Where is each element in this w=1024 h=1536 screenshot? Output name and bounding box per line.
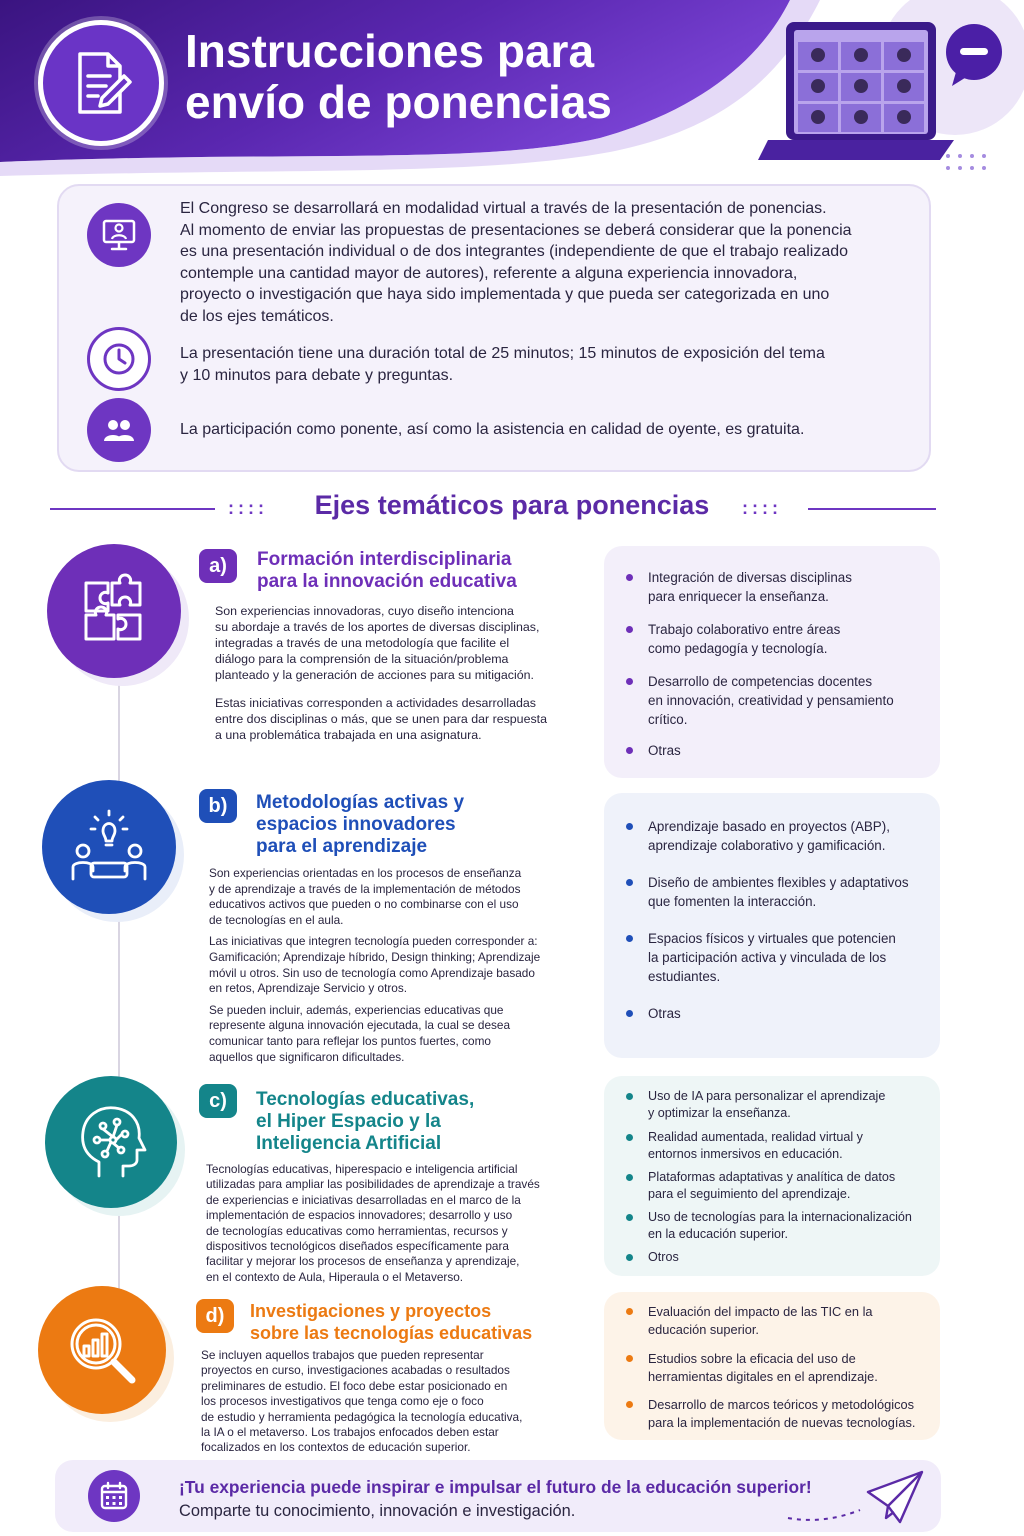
timeline-connector bbox=[118, 660, 120, 790]
intro-line: es una presentación individual o de dos integrantes (independiente de que el trabajo realizado bbox=[180, 243, 849, 260]
desc-line: Son experiencias orientadas en los procesos de enseñanza bbox=[209, 866, 522, 880]
bullet-item bbox=[626, 1303, 926, 1338]
bullet-line: Estudios sobre la eficacia del uso de bbox=[648, 1351, 856, 1366]
desc-line: implementación de espacios innovadores; desarrollo y uso bbox=[206, 1208, 513, 1223]
bullet-item bbox=[626, 873, 926, 911]
intro-line: proyecto o investigación que haya sido implementada y que pueda ser categorizada en uno bbox=[180, 286, 830, 303]
desc-line: los procesos investigativos que tenga como eje o foco bbox=[201, 1394, 484, 1409]
bullet-dot bbox=[626, 1254, 633, 1261]
intro-line: La participación como ponente, así como la asistencia en calidad de oyente, es gratuita. bbox=[180, 421, 805, 438]
timeline-connector bbox=[118, 905, 120, 1080]
bullet-line: Otras bbox=[648, 743, 681, 758]
bullet-item bbox=[626, 1209, 926, 1243]
puzzle-icon bbox=[74, 571, 154, 651]
bullet-line: Desarrollo de competencias docentes bbox=[648, 674, 873, 689]
axis-title-line: el Hiper Espacio y la bbox=[256, 1111, 441, 1132]
bullet-line: en innovación, creatividad y pensamiento bbox=[648, 693, 894, 708]
bullet-dot bbox=[626, 1093, 633, 1100]
bullet-dot bbox=[626, 678, 633, 685]
bullet-dot bbox=[626, 626, 633, 633]
desc-line: comunicar tanto para reflejar los puntos fuertes, como bbox=[209, 1033, 491, 1048]
axis-c-badge: c) bbox=[199, 1084, 237, 1118]
bullet-item bbox=[626, 1249, 926, 1266]
axis-d-badge: d) bbox=[196, 1299, 234, 1333]
bullet-line: Otras bbox=[648, 1006, 681, 1021]
axis-title-line: para la innovación educativa bbox=[257, 571, 517, 592]
bullet-line: Plataformas adaptativas y analítica de datos bbox=[648, 1170, 896, 1184]
bullet-dot bbox=[626, 1214, 633, 1221]
axis-b-description bbox=[209, 866, 589, 1065]
bullet-line: y optimizar la enseñanza. bbox=[648, 1106, 791, 1120]
bullet-line: Uso de tecnologías para la internacionalización bbox=[648, 1210, 912, 1224]
bullet-line: Evaluación del impacto de las TIC en la bbox=[648, 1304, 873, 1319]
header-document-icon bbox=[38, 20, 164, 146]
bullet-item bbox=[626, 1004, 926, 1023]
footer-banner bbox=[55, 1460, 941, 1532]
bullet-line: aprendizaje colaborativo y gamificación. bbox=[648, 838, 886, 853]
bullet-item bbox=[626, 672, 926, 729]
bullet-dot bbox=[626, 823, 633, 830]
calendar-icon bbox=[88, 1470, 140, 1522]
intro-paragraph-virtual bbox=[180, 198, 890, 327]
dots-decoration-left: :::: bbox=[228, 498, 268, 518]
bullet-item bbox=[626, 620, 926, 658]
axis-paragraph bbox=[209, 934, 589, 996]
section-divider-right bbox=[808, 508, 936, 510]
bullet-item bbox=[626, 568, 926, 606]
axis-title-line: sobre las tecnologías educativas bbox=[250, 1323, 533, 1343]
axis-b-circle bbox=[42, 780, 176, 914]
bullet-line: como pedagogía y tecnología. bbox=[648, 641, 828, 656]
bullet-item bbox=[626, 1088, 926, 1122]
bullet-line: Desarrollo de marcos teóricos y metodológicos bbox=[648, 1397, 915, 1412]
desc-line: de tecnologías en el aula. bbox=[209, 912, 344, 927]
axis-d-bullets bbox=[604, 1292, 940, 1440]
page-title-line-2: envío de ponencias bbox=[185, 76, 612, 128]
axis-a-circle bbox=[47, 544, 181, 678]
desc-line: a una problemática trabajada en una asignatura. bbox=[215, 728, 482, 742]
bullet-line: Uso de IA para personalizar el aprendizaje bbox=[648, 1089, 886, 1103]
desc-line: de tecnologías educativas como herramientas, recursos y bbox=[206, 1223, 508, 1238]
bullet-item bbox=[626, 817, 926, 855]
bullet-dot bbox=[626, 879, 633, 886]
collaboration-lightbulb-icon bbox=[67, 805, 151, 889]
bullet-dot bbox=[626, 1174, 633, 1181]
axis-c-title bbox=[256, 1089, 474, 1155]
axis-title-line: para el aprendizaje bbox=[256, 836, 428, 857]
bullet-line: para la implementación de nuevas tecnologías. bbox=[648, 1414, 916, 1430]
axis-c-description bbox=[206, 1162, 591, 1285]
bullet-line: en la educación superior. bbox=[648, 1227, 789, 1241]
axis-b-badge: b) bbox=[199, 789, 237, 823]
bullet-dot bbox=[626, 1401, 633, 1408]
desc-line: represente alguna innovación ejecutada, la cual se desea bbox=[209, 1018, 511, 1033]
axis-title-line: Formación interdisciplinaria bbox=[257, 549, 512, 570]
bullet-dot bbox=[626, 1308, 633, 1315]
magnifier-chart-icon bbox=[62, 1310, 142, 1390]
axis-a-description bbox=[215, 603, 590, 755]
axis-paragraph bbox=[206, 1162, 591, 1285]
axis-c-bullets bbox=[604, 1076, 940, 1276]
desc-line: integradas a través de una metodología que facilite el bbox=[215, 636, 510, 650]
page-title-line-1: Instrucciones para bbox=[185, 25, 595, 77]
bullet-dot bbox=[626, 1355, 633, 1362]
desc-line: Estas iniciativas corresponden a actividades desarrolladas bbox=[215, 696, 536, 710]
desc-line: Se incluyen aquellos trabajos que pueden representar bbox=[201, 1348, 484, 1362]
axis-d-description bbox=[201, 1348, 591, 1456]
axis-d-title bbox=[250, 1300, 532, 1344]
axis-c-circle bbox=[45, 1076, 177, 1208]
bullet-item bbox=[626, 1396, 926, 1431]
bullet-line: Trabajo colaborativo entre áreas bbox=[648, 622, 841, 637]
desc-line: en retos, Aprendizaje Servicio y otros. bbox=[209, 981, 408, 996]
bullet-line: Realidad aumentada, realidad virtual y bbox=[648, 1130, 863, 1144]
bullet-item bbox=[626, 1350, 926, 1385]
people-icon bbox=[87, 398, 151, 462]
axis-paragraph bbox=[215, 603, 590, 683]
footer-subline: Comparte tu conocimiento, innovación e investigación. bbox=[179, 1502, 576, 1520]
intro-paragraph-duration bbox=[180, 343, 890, 386]
bullet-line: que fomenten la interacción. bbox=[648, 894, 817, 909]
section-divider-left bbox=[50, 508, 215, 510]
bullet-line: estudiantes. bbox=[648, 969, 721, 984]
bullet-dot bbox=[626, 574, 633, 581]
desc-line: focalizados en los contextos de educación superior. bbox=[201, 1440, 471, 1455]
axis-title-line: Metodologías activas y bbox=[256, 792, 465, 813]
axis-title-line: Inteligencia Artificial bbox=[256, 1133, 442, 1154]
desc-line: aquellos que significaron dificultades. bbox=[209, 1049, 405, 1064]
bullet-line: para el seguimiento del aprendizaje. bbox=[648, 1187, 851, 1201]
bullet-dot bbox=[626, 935, 633, 942]
intro-line: Al momento de enviar las propuestas de presentaciones se deberá considerar que la ponencia bbox=[180, 221, 852, 239]
paper-plane-icon bbox=[780, 1462, 930, 1530]
desc-line: proyectos en curso, investigaciones acabadas o resultados bbox=[201, 1363, 510, 1378]
bullet-line: herramientas digitales en el aprendizaje. bbox=[648, 1368, 878, 1384]
bullet-dot bbox=[626, 1134, 633, 1141]
clock-icon bbox=[87, 327, 151, 391]
axis-a-bullets bbox=[604, 546, 940, 778]
bullet-line: la participación activa y vinculada de los bbox=[648, 950, 887, 965]
desc-line: y de aprendizaje a través de la implementación de métodos bbox=[209, 881, 521, 896]
section-title: Ejes temáticos para ponencias bbox=[314, 490, 710, 520]
desc-line: en el contexto de Aula, Hiperaula o el Metaverso. bbox=[206, 1269, 464, 1284]
footer-headline: ¡Tu experiencia puede inspirar e impulsar el futuro de la educación superior! bbox=[179, 1477, 812, 1497]
desc-line: de estudio y herramienta pedagógica la tecnología educativa, bbox=[201, 1409, 523, 1424]
desc-line: entre dos disciplinas o más, que se unen para dar respuesta bbox=[215, 712, 547, 726]
axis-title-line: Investigaciones y proyectos bbox=[250, 1301, 492, 1321]
bullet-line: educación superior. bbox=[648, 1321, 759, 1337]
desc-line: su abordaje a través de los aportes de diversas disciplinas, bbox=[215, 620, 540, 634]
desc-line: Gamificación; Aprendizaje híbrido, Design thinking; Aprendizaje bbox=[209, 949, 541, 964]
bullet-line: Diseño de ambientes flexibles y adaptativos bbox=[648, 875, 909, 890]
desc-line: planteado y la generación de acciones para su mitigación. bbox=[215, 668, 534, 682]
axis-b-title bbox=[256, 792, 464, 858]
desc-line: Son experiencias innovadoras, cuyo diseño intenciona bbox=[215, 604, 514, 618]
bullet-line: Aprendizaje basado en proyectos (ABP), bbox=[648, 819, 890, 834]
bullet-dot bbox=[626, 747, 633, 754]
desc-line: la IA o el metaverso. Los trabajos enfocados deben estar bbox=[201, 1425, 499, 1440]
intro-paragraph-free bbox=[180, 419, 890, 441]
axis-a-badge: a) bbox=[199, 549, 237, 583]
axis-a-title bbox=[257, 549, 517, 593]
bullet-dot bbox=[626, 1010, 633, 1017]
axis-paragraph bbox=[209, 1003, 589, 1065]
laptop-video-call-icon bbox=[728, 0, 1024, 180]
desc-line: Las iniciativas que integren tecnología pueden corresponder a: bbox=[209, 934, 538, 949]
axis-paragraph bbox=[209, 866, 589, 928]
desc-line: Tecnologías educativas, hiperespacio e inteligencia artificial bbox=[206, 1162, 518, 1176]
axis-d-circle bbox=[38, 1286, 166, 1414]
desc-line: Se pueden incluir, además, experiencias educativas que bbox=[209, 1002, 504, 1017]
bullet-line: Integración de diversas disciplinas bbox=[648, 570, 852, 585]
page-title bbox=[185, 26, 705, 128]
intro-line: El Congreso se desarrollará en modalidad virtual a través de la presentación de ponencias. bbox=[180, 200, 827, 217]
bullet-line: Otros bbox=[648, 1250, 679, 1264]
intro-line: y 10 minutos para debate y preguntas. bbox=[180, 366, 454, 384]
bullet-line: para enriquecer la enseñanza. bbox=[648, 589, 829, 604]
desc-line: preliminares de estudio. El foco debe estar posicionado en bbox=[201, 1378, 508, 1393]
ai-brain-head-icon bbox=[69, 1100, 153, 1184]
axis-b-bullets bbox=[604, 793, 940, 1058]
bullet-line: entornos inmersivos en educación. bbox=[648, 1147, 843, 1161]
axis-title-line: Tecnologías educativas, bbox=[256, 1089, 475, 1110]
axis-paragraph bbox=[215, 695, 590, 743]
desc-line: utilizadas para ampliar las posibilidades de aprendizaje a través bbox=[206, 1177, 540, 1192]
bullet-line: crítico. bbox=[648, 712, 688, 727]
desc-line: dispositivos tecnológicos diseñados específicamente para bbox=[206, 1239, 509, 1254]
desc-line: móvil u otros. Sin uso de tecnología como Aprendizaje basado bbox=[209, 965, 535, 980]
desc-line: facilitar y mejorar los procesos de enseñanza y aprendizaje, bbox=[206, 1254, 520, 1269]
bullet-item bbox=[626, 929, 926, 986]
axis-title-line: espacios innovadores bbox=[256, 814, 456, 835]
presenter-monitor-icon bbox=[87, 203, 151, 267]
desc-line: diálogo para la comprensión de la situación/problema bbox=[215, 652, 509, 666]
dots-decoration-right: :::: bbox=[742, 498, 782, 518]
axis-paragraph bbox=[201, 1348, 591, 1456]
intro-line: contemple una cantidad mayor de autores), referente a alguna experiencia innovadora, bbox=[180, 264, 798, 282]
desc-line: de experiencias e iniciativas desarrolladas en el marco de la bbox=[206, 1192, 521, 1207]
bullet-line: Espacios físicos y virtuales que potencien bbox=[648, 931, 896, 946]
desc-line: educativos activos que pueden o no combinarse con el uso bbox=[209, 897, 519, 912]
bullet-item bbox=[626, 1129, 926, 1163]
intro-line: de los ejes temáticos. bbox=[180, 307, 334, 325]
bullet-item bbox=[626, 741, 926, 760]
bullet-item bbox=[626, 1169, 926, 1203]
intro-line: La presentación tiene una duración total de 25 minutos; 15 minutos de exposición del tema bbox=[180, 345, 825, 362]
